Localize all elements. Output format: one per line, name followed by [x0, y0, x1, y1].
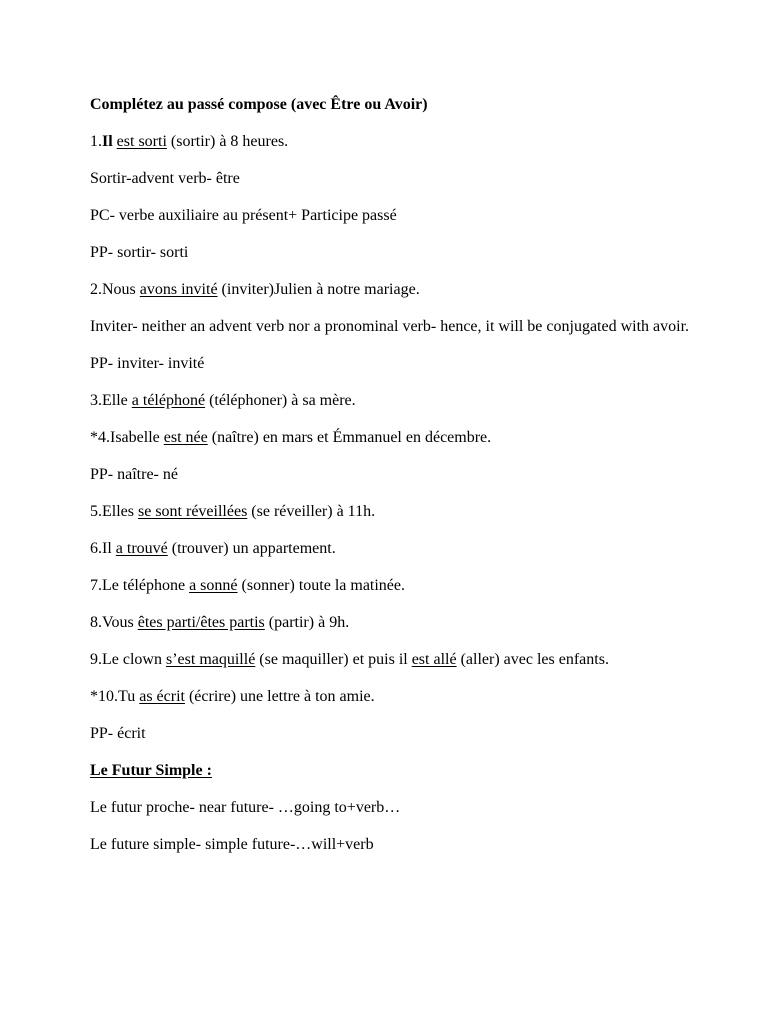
sentence-rest: (se réveiller) à 11h. [247, 503, 376, 520]
futur-proche-note: Le futur proche- near future- …going to+verb… [90, 799, 401, 816]
sentence-rest: (trouver) un appartement. [167, 540, 336, 557]
sentence-rest: (écrire) une lettre à ton amie. [184, 688, 375, 705]
answer: se sont réveillées [138, 503, 248, 520]
sentence-5 [90, 500, 690, 524]
sentence-prefix: 9.Le clown [90, 651, 166, 668]
sentence-9 [90, 648, 690, 672]
sentence-8 [90, 611, 690, 635]
sentence-2 [90, 278, 690, 302]
sentence-prefix: *4.Isabelle [90, 429, 164, 446]
answer: avons invité [139, 281, 218, 298]
answer: êtes parti/êtes partis [137, 614, 265, 631]
sentence-prefix: *10.Tu [90, 688, 140, 705]
sentence-10 [90, 685, 690, 709]
sentence-prefix: 8.Vous [90, 614, 138, 631]
sentence-prefix: 3.Elle [90, 392, 132, 409]
sentence-rest: (inviter)Julien à notre mariage. [217, 281, 420, 298]
answer: a sonné [189, 577, 238, 594]
sentence-rest: (téléphoner) à sa mère. [205, 392, 356, 409]
note-1a: Sortir-advent verb- être [90, 170, 240, 187]
sentence-number: 1. [90, 133, 102, 150]
answer: a téléphoné [131, 392, 206, 409]
exercise-title: Complétez au passé compose (avec Être ou Avoir) [90, 96, 428, 113]
document-page [90, 93, 690, 870]
sentence-7 [90, 574, 690, 598]
answer: s’est maquillé [165, 651, 256, 668]
sentence-rest: (partir) à 9h. [264, 614, 350, 631]
answer: as écrit [139, 688, 185, 705]
answer-2: est allé [411, 651, 457, 668]
sentence-middle: (se maquiller) et puis il [255, 651, 412, 668]
note-10: PP- écrit [90, 725, 146, 742]
sentence-6 [90, 537, 690, 561]
answer: a trouvé [115, 540, 168, 557]
sentence-prefix: 6.Il [90, 540, 116, 557]
answer: est sorti [116, 133, 167, 150]
sentence-3 [90, 389, 690, 413]
sentence-prefix: 7.Le téléphone [90, 577, 190, 594]
sentence-rest: (sortir) à 8 heures. [166, 133, 289, 150]
sentence-rest: (sonner) toute la matinée. [237, 577, 406, 594]
note-2b: PP- inviter- invité [90, 355, 205, 372]
note-1b: PC- verbe auxiliaire au présent+ Participe passé [90, 207, 397, 224]
sentence-rest: (naître) en mars et Émmanuel en décembre. [207, 429, 492, 446]
note-2a: Inviter- neither an advent verb nor a pronominal verb- hence, it will be conjugated with avoir. [90, 318, 690, 335]
sentence-prefix: 2.Nous [90, 281, 140, 298]
subject: Il [102, 133, 113, 150]
sentence-prefix: 5.Elles [90, 503, 138, 520]
section-heading: Le Futur Simple : [90, 762, 212, 779]
futur-simple-note: Le future simple- simple future-…will+verb [90, 836, 374, 853]
sentence-1 [90, 130, 690, 154]
sentence-4 [90, 426, 690, 450]
sentence-rest: (aller) avec les enfants. [456, 651, 609, 668]
note-1c: PP- sortir- sorti [90, 244, 189, 261]
note-4: PP- naître- né [90, 466, 178, 483]
answer: est née [163, 429, 208, 446]
